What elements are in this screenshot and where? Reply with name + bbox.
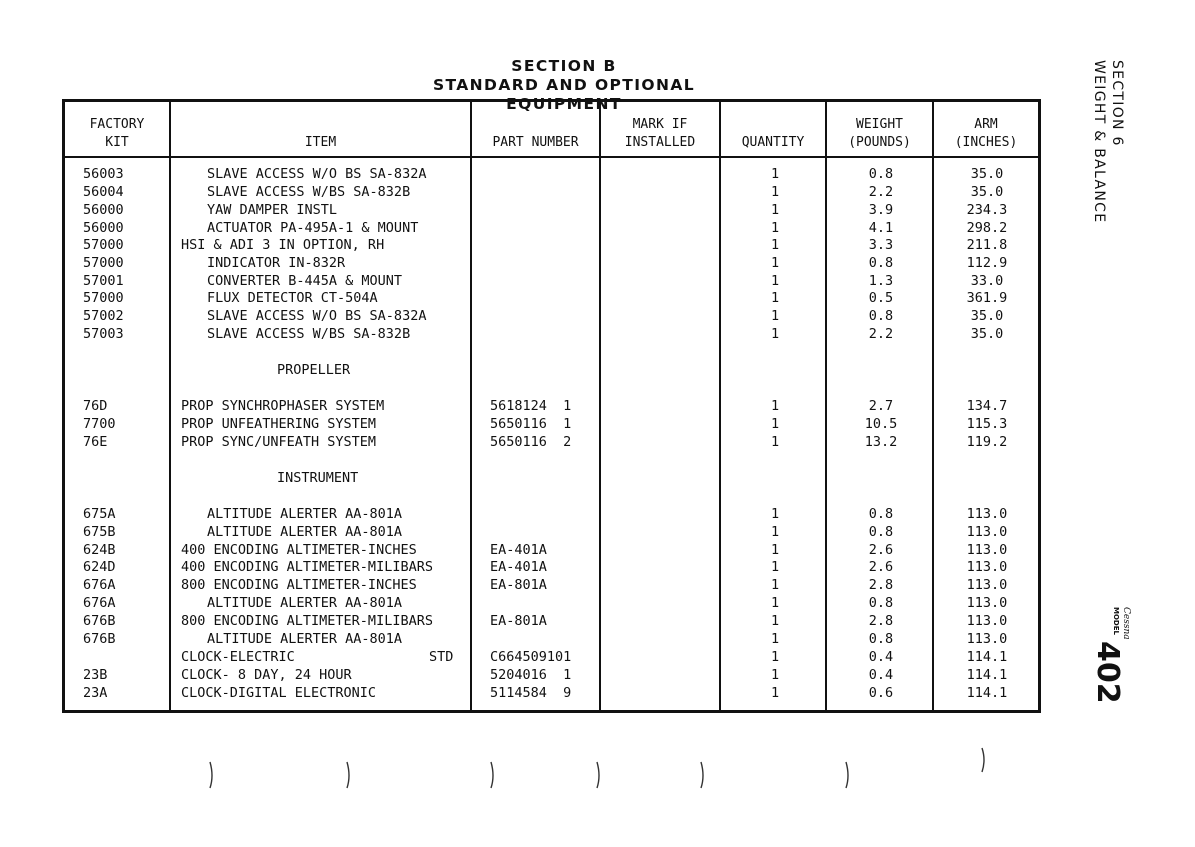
table-cell-weight: 0.5: [868, 290, 894, 306]
table-cell-item: CLOCK- 8 DAY, 24 HOUR: [181, 667, 352, 683]
table-cell-item: 400 ENCODING ALTIMETER-INCHES: [181, 542, 417, 558]
header-divider: [65, 156, 1038, 158]
table-cell-weight: 13.2: [864, 434, 898, 450]
table-cell-quantity: 1: [771, 685, 780, 701]
table-cell-arm: 35.0: [970, 184, 1004, 200]
column-header-mark: MARK IF INSTALLED: [624, 117, 696, 150]
table-cell-weight: 0.8: [868, 255, 894, 271]
table-cell-kit: 56000: [83, 220, 124, 236]
table-cell-kit: 57001: [83, 273, 124, 289]
table-cell-weight: 2.6: [868, 542, 894, 558]
page-title: STANDARD AND OPTIONAL EQUIPMENT: [432, 76, 696, 113]
table-cell-arm: 113.0: [966, 631, 1008, 647]
table-cell-quantity: 1: [771, 434, 780, 450]
table-cell-kit: 676B: [83, 631, 116, 647]
table-cell-quantity: 1: [771, 398, 780, 414]
table-cell-item: CLOCK-ELECTRIC: [181, 649, 295, 665]
col-divider: [169, 102, 171, 710]
table-cell-arm: 112.9: [966, 255, 1008, 271]
table-cell-item: SLAVE ACCESS W/BS SA-832B: [207, 184, 411, 200]
table-cell-weight: 0.8: [868, 506, 894, 522]
table-cell-weight: 2.6: [868, 559, 894, 575]
table-cell-quantity: 1: [771, 506, 780, 522]
equipment-table: [62, 99, 1041, 713]
table-cell-item: HSI & ADI 3 IN OPTION, RH: [181, 237, 385, 253]
binder-mark: [347, 762, 349, 788]
table-cell-kit: 57003: [83, 326, 124, 342]
table-cell-kit: 7700: [83, 416, 116, 432]
table-cell-quantity: 1: [771, 273, 780, 289]
table-cell-std-flag: STD: [429, 649, 454, 665]
logo-brand: Cessna: [1121, 607, 1131, 640]
col-divider: [719, 102, 721, 710]
table-cell-quantity: 1: [771, 202, 780, 218]
table-cell-weight: 4.1: [868, 220, 894, 236]
table-cell-quantity: 1: [771, 613, 780, 629]
col-divider: [932, 102, 934, 710]
table-cell-weight: 2.8: [868, 613, 894, 629]
table-cell-weight: 10.5: [864, 416, 898, 432]
table-cell-part-number: EA-401A: [490, 542, 547, 558]
table-cell-item: SLAVE ACCESS W/BS SA-832B: [207, 326, 411, 342]
table-cell-part-number: C664509101: [490, 649, 572, 665]
table-cell-quantity: 1: [771, 290, 780, 306]
table-cell-item: ALTITUDE ALERTER AA-801A: [207, 524, 403, 540]
table-cell-kit: 76E: [83, 434, 108, 450]
table-cell-arm: 115.3: [966, 416, 1008, 432]
table-cell-weight: 3.9: [868, 202, 894, 218]
binder-mark: [846, 762, 848, 788]
table-cell-kit: 56004: [83, 184, 124, 200]
table-cell-item: ALTITUDE ALERTER AA-801A: [207, 595, 403, 611]
table-cell-arm: 35.0: [970, 166, 1004, 182]
table-cell-arm: 113.0: [966, 506, 1008, 522]
table-cell-part-number: 5650116 2: [490, 434, 572, 450]
table-cell-quantity: 1: [771, 237, 780, 253]
table-cell-item: ALTITUDE ALERTER AA-801A: [207, 506, 403, 522]
table-cell-item: 400 ENCODING ALTIMETER-MILIBARS: [181, 559, 433, 575]
table-cell-weight: 3.3: [868, 237, 894, 253]
table-cell-arm: 114.1: [966, 667, 1008, 683]
column-header-weight: WEIGHT (POUNDS): [848, 117, 911, 150]
table-cell-arm: 113.0: [966, 613, 1008, 629]
table-cell-kit: 56003: [83, 166, 124, 182]
table-cell-kit: 624D: [83, 559, 116, 575]
table-cell-part-number: EA-401A: [490, 559, 547, 575]
table-cell-kit: 23B: [83, 667, 108, 683]
table-cell-item: PROP SYNC/UNFEATH SYSTEM: [181, 434, 377, 450]
table-cell-weight: 0.8: [868, 308, 894, 324]
table-cell-kit: 676A: [83, 577, 116, 593]
column-header-arm: ARM (INCHES): [954, 117, 1018, 150]
table-cell-quantity: 1: [771, 326, 780, 342]
table-cell-quantity: 1: [771, 255, 780, 271]
binder-mark: [491, 762, 493, 788]
logo-model-number: 402: [1090, 641, 1125, 704]
table-cell-quantity: 1: [771, 542, 780, 558]
table-cell-arm: 35.0: [970, 326, 1004, 342]
table-cell-quantity: 1: [771, 524, 780, 540]
binder-mark: [982, 748, 984, 772]
table-cell-quantity: 1: [771, 631, 780, 647]
side-section-label: SECTION 6: [1109, 60, 1125, 147]
table-cell-quantity: 1: [771, 595, 780, 611]
table-cell-weight: 0.8: [868, 166, 894, 182]
col-divider: [599, 102, 601, 710]
col-divider: [825, 102, 827, 710]
table-cell-weight: 0.8: [868, 631, 894, 647]
table-cell-quantity: 1: [771, 184, 780, 200]
table-cell-kit: 76D: [83, 398, 108, 414]
column-header-kit: FACTORY KIT: [89, 117, 145, 150]
side-header: [1090, 60, 1126, 223]
table-cell-item: CONVERTER B-445A & MOUNT: [207, 273, 403, 289]
table-cell-arm: 114.1: [966, 685, 1008, 701]
table-cell-arm: 113.0: [966, 559, 1008, 575]
table-cell-kit: 57000: [83, 255, 124, 271]
table-cell-arm: 298.2: [966, 220, 1008, 236]
table-cell-weight: 0.6: [868, 685, 894, 701]
table-cell-kit: 57002: [83, 308, 124, 324]
binder-mark: [597, 762, 599, 788]
column-header-item: ITEM: [304, 135, 337, 150]
table-cell-arm: 33.0: [970, 273, 1004, 289]
table-cell-quantity: 1: [771, 416, 780, 432]
table-cell-part-number: EA-801A: [490, 577, 547, 593]
table-cell-item: INDICATOR IN-832R: [207, 255, 346, 271]
table-cell-quantity: 1: [771, 220, 780, 236]
table-cell-arm: 114.1: [966, 649, 1008, 665]
table-cell-item: ALTITUDE ALERTER AA-801A: [207, 631, 403, 647]
table-cell-arm: 113.0: [966, 577, 1008, 593]
column-header-part: PART NUMBER: [492, 135, 579, 150]
table-cell-arm: 113.0: [966, 524, 1008, 540]
column-header-quantity: QUANTITY: [741, 135, 805, 150]
table-cell-kit: 57000: [83, 290, 124, 306]
table-cell-item: PROP UNFEATHERING SYSTEM: [181, 416, 377, 432]
table-cell-item: ACTUATOR PA-495A-1 & MOUNT: [207, 220, 419, 236]
table-cell-kit: 676A: [83, 595, 116, 611]
table-cell-part-number: 5650116 1: [490, 416, 572, 432]
table-cell-part-number: 5204016 1: [490, 667, 572, 683]
table-cell-kit: 675A: [83, 506, 116, 522]
table-cell-quantity: 1: [771, 667, 780, 683]
table-cell-weight: 2.2: [868, 326, 894, 342]
table-cell-quantity: 1: [771, 649, 780, 665]
col-divider: [470, 102, 472, 710]
table-cell-quantity: 1: [771, 308, 780, 324]
model-logo: [1088, 602, 1136, 712]
table-cell-arm: 211.8: [966, 237, 1008, 253]
table-cell-part-number: 5618124 1: [490, 398, 572, 414]
table-cell-part-number: 5114584 9: [490, 685, 572, 701]
table-cell-item: YAW DAMPER INSTL: [207, 202, 338, 218]
table-cell-arm: 234.3: [966, 202, 1008, 218]
table-cell-item: 800 ENCODING ALTIMETER-MILIBARS: [181, 613, 433, 629]
table-cell-kit: 676B: [83, 613, 116, 629]
table-cell-item: 800 ENCODING ALTIMETER-INCHES: [181, 577, 417, 593]
table-cell-arm: 113.0: [966, 542, 1008, 558]
binder-mark: [701, 762, 703, 788]
section-heading: INSTRUMENT: [277, 470, 359, 486]
table-cell-arm: 119.2: [966, 434, 1008, 450]
table-cell-kit: 624B: [83, 542, 116, 558]
table-cell-quantity: 1: [771, 577, 780, 593]
binder-mark: [210, 762, 212, 788]
table-cell-arm: 134.7: [966, 398, 1008, 414]
table-cell-item: SLAVE ACCESS W/O BS SA-832A: [207, 308, 427, 324]
table-cell-kit: 23A: [83, 685, 108, 701]
table-cell-weight: 0.4: [868, 649, 894, 665]
table-cell-arm: 361.9: [966, 290, 1008, 306]
table-cell-weight: 0.8: [868, 595, 894, 611]
table-cell-quantity: 1: [771, 559, 780, 575]
table-cell-kit: 57000: [83, 237, 124, 253]
section-title: SECTION B: [511, 57, 617, 75]
table-cell-item: SLAVE ACCESS W/O BS SA-832A: [207, 166, 427, 182]
table-cell-weight: 2.2: [868, 184, 894, 200]
table-cell-arm: 113.0: [966, 595, 1008, 611]
table-cell-weight: 2.7: [868, 398, 894, 414]
table-cell-kit: 675B: [83, 524, 116, 540]
table-cell-weight: 1.3: [868, 273, 894, 289]
side-section-subtitle: WEIGHT & BALANCE: [1091, 60, 1107, 224]
table-cell-item: PROP SYNCHROPHASER SYSTEM: [181, 398, 385, 414]
logo-model-label: MODEL: [1112, 607, 1120, 635]
table-cell-part-number: EA-801A: [490, 613, 547, 629]
table-cell-weight: 0.4: [868, 667, 894, 683]
table-cell-weight: 2.8: [868, 577, 894, 593]
section-heading: PROPELLER: [277, 362, 351, 378]
table-cell-item: CLOCK-DIGITAL ELECTRONIC: [181, 685, 377, 701]
table-cell-quantity: 1: [771, 166, 780, 182]
table-cell-weight: 0.8: [868, 524, 894, 540]
table-cell-arm: 35.0: [970, 308, 1004, 324]
table-cell-item: FLUX DETECTOR CT-504A: [207, 290, 378, 306]
table-cell-kit: 56000: [83, 202, 124, 218]
